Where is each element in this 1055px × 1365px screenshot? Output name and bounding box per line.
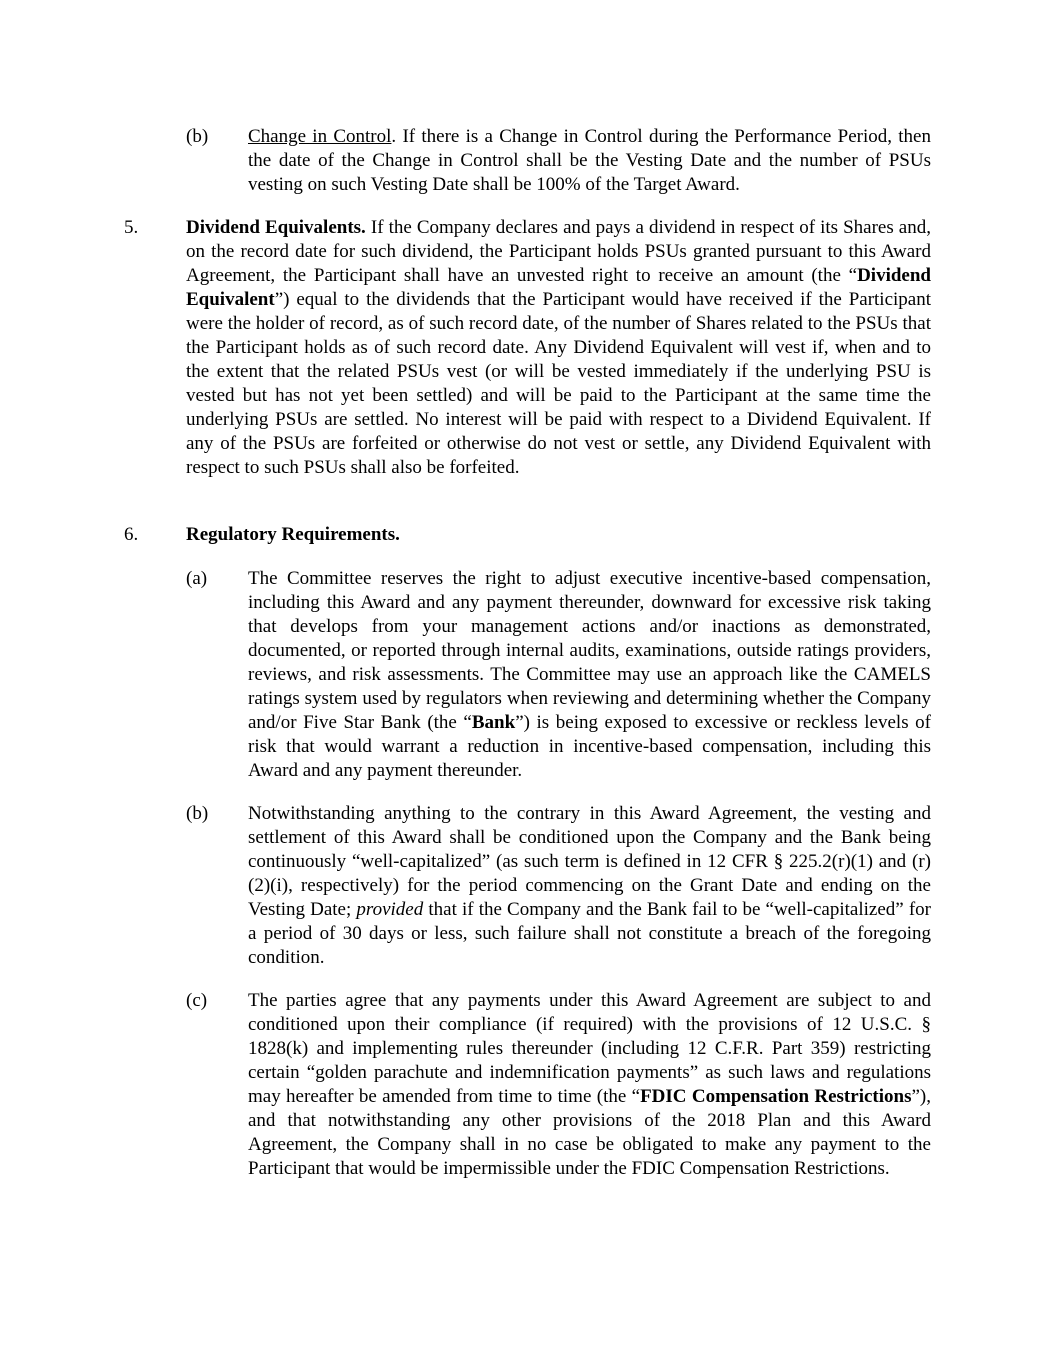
paragraph-text: . If there is a Change in Control during the Performance Period, then the date of the Change in Control shall be the Vesting Date and the number of PSUs vesting on such Vesting Date shall be 100% of the Target Award. xyxy=(248,126,931,195)
section-heading: Dividend Equivalents. xyxy=(186,217,366,238)
well-capitalized-paragraph xyxy=(248,802,931,970)
paragraph-text: ”) equal to the dividends that the Participant would have received if the Participant were the holder of record, as of such record date, of the number of Shares related to the PSUs that the Participant holds as of such record date. Any Dividend Equivalent will vest if, when and to the extent that the related PSUs vest (or will be vested immediately if the underlying PSU is vested but has not yet been settled) and will be paid to the Participant at the same time the underlying PSUs are settled. No interest will be paid with respect to a Dividend Equivalent. If any of the PSUs are forfeited or otherwise do not vest or settle, any Dividend Equivalent with respect to such PSUs shall also be forfeited. xyxy=(186,289,931,478)
paragraph-text: Notwithstanding anything to the contrary in this Award Agreement, the vesting and settlement of this Award shall be conditioned upon the Company and the Bank being continuously “well-capitalized” (as such term is defined in 12 CFR § 225.2(r)(1) and (r)(2)(i), respectively) for the period commencing on the Grant Date and ending on the Vesting Date; xyxy=(248,803,931,920)
item-marker: (a) xyxy=(186,568,208,589)
regulatory-requirements-heading xyxy=(186,523,931,547)
change-in-control-paragraph xyxy=(248,125,931,197)
fdic-restrictions-paragraph xyxy=(248,989,931,1181)
paragraph-text: ”), and that notwithstanding any other provisions of the 2018 Plan and this Award Agreement, the Company shall in no case be obligated to make any payment to the Participant that would be impermissible under the FDIC Compensation Restrictions. xyxy=(248,1086,931,1179)
defined-term: FDIC Compensation Restrictions xyxy=(640,1086,912,1107)
defined-term: Dividend Equivalent xyxy=(186,265,931,310)
section-number: 5. xyxy=(124,217,139,238)
item-marker: (b) xyxy=(186,126,209,147)
item-heading: Change in Control xyxy=(248,126,392,147)
paragraph-text: The Committee reserves the right to adjust executive incentive-based compensation, including this Award and any payment thereunder, downward for excessive risk taking that develops from your management actions and/or inactions as demonstrated, documented, or reported through internal audits, examinations, outside ratings providers, reviews, and risk assessments. The Committee may use an approach like the CAMELS ratings system used by regulators when reviewing and determining whether the Company and/or Five Star Bank (the “ xyxy=(248,568,931,733)
paragraph-text: that if the Company and the Bank fail to be “well-capitalized” for a period of 30 days or less, such failure shall not constitute a breach of the foregoing condition. xyxy=(248,899,931,968)
paragraph-text: ”) is being exposed to excessive or reckless levels of risk that would warrant a reduction in incentive-based compensation, including this Award and any payment thereunder. xyxy=(248,712,931,781)
paragraph-text: If the Company declares and pays a dividend in respect of its Shares and, on the record date for such dividend, the Participant holds PSUs granted pursuant to this Award Agreement, the Participant shall have an unvested right to receive an amount (the “ xyxy=(186,217,931,286)
dividend-equivalents-paragraph xyxy=(186,216,931,480)
section-heading: Regulatory Requirements. xyxy=(186,524,400,545)
paragraph-text: The parties agree that any payments under this Award Agreement are subject to and conditioned upon their compliance (if required) with the provisions of 12 U.S.C. § 1828(k) and implementing rules thereunder (including 12 C.F.R. Part 359) restricting certain “golden parachute and indemnification payments” as such laws and regulations may hereafter be amended from time to time (the “ xyxy=(248,990,931,1107)
item-marker: (b) xyxy=(186,803,209,824)
section-number: 6. xyxy=(124,524,139,545)
emphasis-term: provided xyxy=(356,899,424,920)
item-marker: (c) xyxy=(186,990,208,1011)
defined-term: Bank xyxy=(471,712,516,733)
risk-adjustment-paragraph xyxy=(248,567,931,783)
